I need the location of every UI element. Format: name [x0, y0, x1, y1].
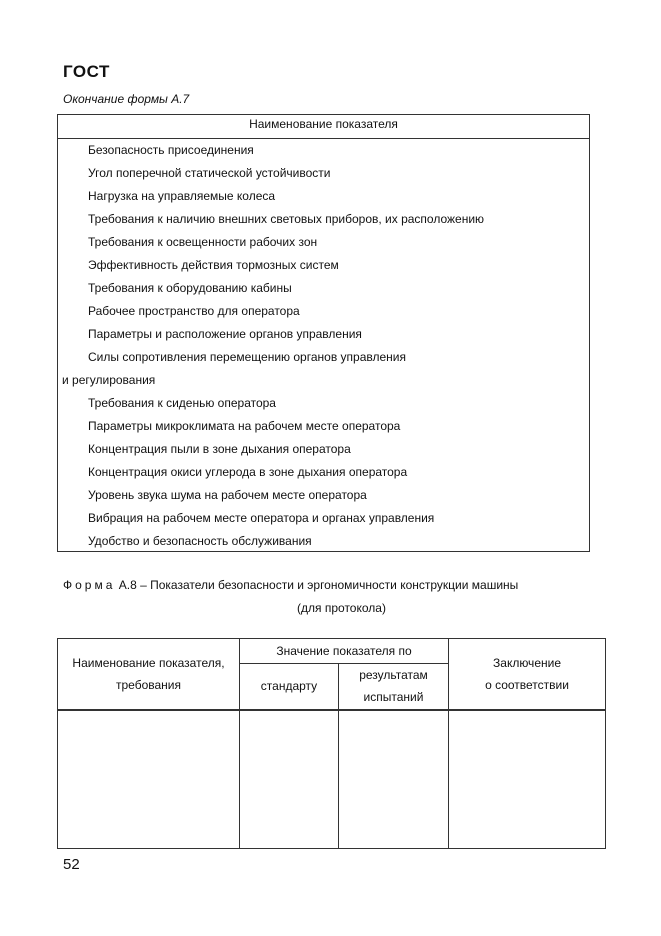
- form-a7-subtitle: Окончание формы А.7: [63, 92, 190, 106]
- form-a8-title-prefix: Форма: [63, 578, 116, 592]
- col-indicator-name-line2: требования: [116, 677, 181, 692]
- indicator-item: Требования к оборудованию кабины: [88, 281, 292, 295]
- col-conclusion-line1: Заключение: [493, 655, 561, 670]
- form-a7-column-header: Наименование показателя: [58, 115, 589, 139]
- indicator-item: Эффективность действия тормозных систем: [88, 258, 339, 272]
- indicator-item: Уровень звука шума на рабочем месте оператора: [88, 488, 367, 502]
- col-conclusion-line2: о соответствии: [485, 677, 569, 692]
- indicator-item: Требования к сиденью оператора: [88, 396, 276, 410]
- form-a7-indicator-list: [58, 139, 589, 553]
- empty-cell-standard: [240, 710, 339, 849]
- form-a8-title-text: А.8 – Показатели безопасности и эргономичности конструкции машины: [115, 578, 519, 592]
- indicator-item: Требования к наличию внешних световых приборов, их расположению: [88, 212, 485, 226]
- col-test-results-header: [339, 664, 449, 710]
- col-standard-header: стандарту: [240, 664, 339, 710]
- form-a8-subtitle: (для протокола): [297, 601, 386, 615]
- indicator-item: Безопасность присоединения: [88, 143, 254, 157]
- col-conclusion-header: [449, 639, 606, 710]
- indicator-item: Концентрация пыли в зоне дыхания оператора: [88, 442, 351, 456]
- col-indicator-name-line1: Наименование показателя,: [72, 655, 225, 670]
- col-test-results-line1: результатам: [359, 668, 428, 683]
- indicator-item: Параметры микроклимата на рабочем месте оператора: [88, 419, 401, 433]
- empty-cell-test-results: [339, 710, 449, 849]
- indicator-item: Вибрация на рабочем месте оператора и органах управления: [88, 511, 435, 525]
- indicator-item: Концентрация окиси углерода в зоне дыхания оператора: [88, 465, 408, 479]
- empty-cell-conclusion: [449, 710, 606, 849]
- indicator-item: Нагрузка на управляемые колеса: [88, 189, 276, 203]
- indicator-item: Удобство и безопасность обслуживания: [88, 534, 312, 548]
- col-indicator-name-header: [58, 639, 240, 710]
- document-header: ГОСТ: [63, 62, 110, 81]
- form-a8-table: [57, 638, 606, 849]
- empty-cell-indicator: [58, 710, 240, 849]
- indicator-item: Силы сопротивления перемещению органов управления: [88, 350, 406, 364]
- page-number: 52: [63, 856, 80, 873]
- col-test-results-line2: испытаний: [363, 690, 424, 705]
- indicator-item: и регулирования: [62, 373, 156, 387]
- indicator-item: Угол поперечной статической устойчивости: [88, 166, 331, 180]
- indicator-item: Параметры и расположение органов управления: [88, 327, 362, 341]
- indicator-item: Рабочее пространство для оператора: [88, 304, 300, 318]
- indicator-item: Требования к освещенности рабочих зон: [88, 235, 318, 249]
- col-value-group-header: Значение показателя по: [240, 639, 449, 664]
- form-a8-title: [63, 578, 518, 592]
- form-a7-table: [57, 114, 590, 552]
